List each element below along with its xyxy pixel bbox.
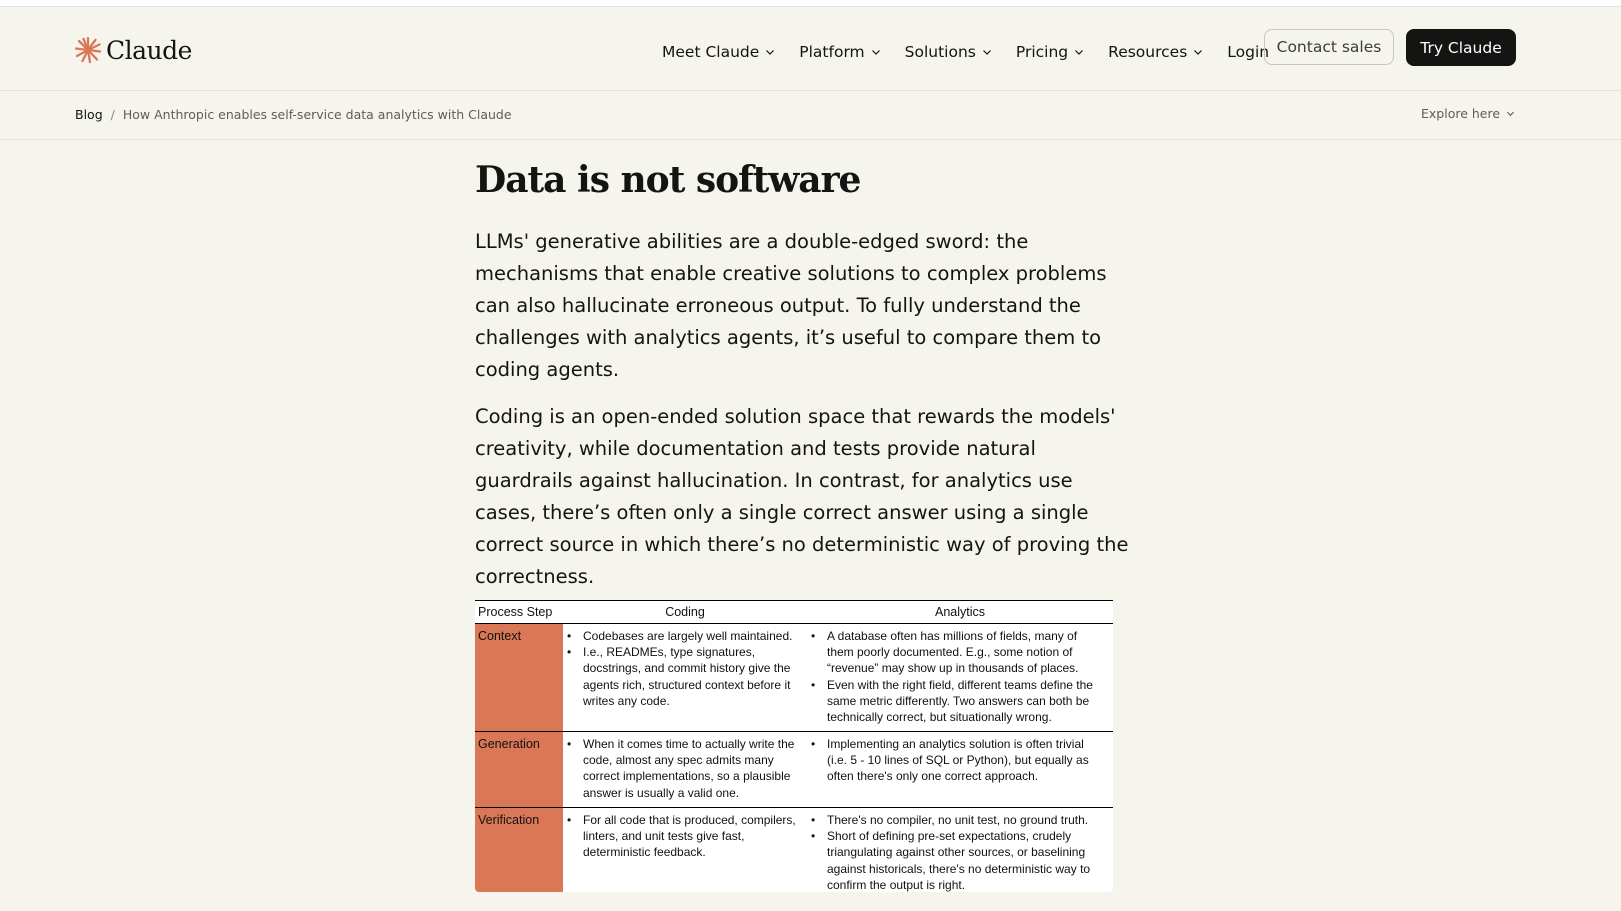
breadcrumb-current: How Anthropic enables self-service data analytics with Claude <box>122 107 512 122</box>
explore-label: Explore here <box>1421 106 1501 121</box>
table-header-cell: Analytics <box>807 601 1113 624</box>
nav-label: Solutions <box>904 43 976 61</box>
claude-starburst-icon <box>74 36 102 64</box>
list-item: • There's no compiler, no unit test, no ground truth. <box>827 812 1107 828</box>
chevron-down-icon <box>982 47 992 57</box>
list-item: • For all code that is produced, compilers, linters, and unit tests give fast, deterministic feedback. <box>583 812 801 861</box>
list-item: • Implementing an analytics solution is often trivial (i.e. 5 - 10 lines of SQL or Python), but equally as often there's only one correct approach. <box>827 736 1107 785</box>
chevron-down-icon <box>765 47 775 57</box>
list-item: • When it comes time to actually write the code, almost any spec admits many correct implementations, so a plausible answer is usually a valid one. <box>583 736 801 801</box>
explore-dropdown[interactable] <box>1421 106 1515 121</box>
comparison-table <box>475 600 1113 892</box>
table-cell <box>807 808 1113 893</box>
breadcrumb-blog-link[interactable]: Blog <box>75 107 103 122</box>
breadcrumb-bar <box>0 91 1621 140</box>
list-item: • Codebases are largely well maintained. <box>583 628 801 644</box>
table-header-cell: Process Step <box>475 601 563 624</box>
article-paragraph: Coding is an open-ended solution space that rewards the models' creativity, while documentation and tests provide natural guardrails against hallucination. In contrast, for analytics use cases, there’s often only a single correct answer using a single correct source in which there’s no deterministic way of proving the correctness. <box>475 405 1129 588</box>
list-item: • Short of defining pre-set expectations, crudely triangulating against other sources, or baselining against historicals, there's no deterministic way to confirm the output is right. <box>827 828 1107 892</box>
nav-solutions[interactable] <box>905 43 992 61</box>
try-claude-button[interactable]: Try Claude <box>1406 29 1516 66</box>
nav-label: Meet Claude <box>662 43 760 61</box>
table-cell <box>563 732 807 808</box>
nav-pricing[interactable] <box>1016 43 1084 61</box>
list-item: • A database often has millions of fields, many of them poorly documented. E.g., some notion of “revenue” may show up in thousands of places. <box>827 628 1107 677</box>
table-step-cell: Verification <box>475 808 563 893</box>
breadcrumb-separator: / <box>110 107 115 122</box>
logo-text: Claude <box>106 35 192 65</box>
table-row <box>475 732 1113 808</box>
table-row <box>475 624 1113 732</box>
chevron-down-icon <box>1193 47 1203 57</box>
table-cell <box>807 732 1113 808</box>
contact-sales-button[interactable]: Contact sales <box>1264 29 1394 65</box>
article-body <box>475 150 1135 588</box>
table-step-cell: Context <box>475 624 563 732</box>
comparison-table-figure <box>475 600 1113 892</box>
chevron-down-icon <box>1074 47 1084 57</box>
nav-label: Resources <box>1108 43 1188 61</box>
nav-label: Pricing <box>1015 43 1069 61</box>
table-step-cell: Generation <box>475 732 563 808</box>
chevron-down-icon <box>871 47 881 57</box>
logo-link[interactable] <box>74 32 192 68</box>
list-item: • I.e., READMEs, type signatures, docstrings, and commit history give the agents rich, structured context before it writes any code. <box>583 644 801 709</box>
table-row <box>475 808 1113 893</box>
list-item: • Even with the right field, different teams define the same metric differently. Two answers can both be technically correct, but situationally wrong. <box>827 677 1107 726</box>
section-heading: Data is not software <box>475 159 861 201</box>
main-nav <box>662 36 1269 68</box>
table-header-cell: Coding <box>563 601 807 624</box>
nav-login[interactable] <box>1227 43 1269 61</box>
nav-resources[interactable] <box>1108 43 1203 61</box>
nav-label: Login <box>1227 43 1270 61</box>
nav-platform[interactable] <box>799 43 880 61</box>
article-paragraph: LLMs' generative abilities are a double-edged sword: the mechanisms that enable creative solutions to complex problems can also hallucinate erroneous output. To fully understand the challenges with analytics agents, it’s useful to compare them to coding agents. <box>475 230 1107 381</box>
chevron-down-icon <box>1506 109 1515 118</box>
table-cell <box>807 624 1113 732</box>
breadcrumb <box>75 107 512 122</box>
nav-label: Platform <box>799 43 865 61</box>
table-header-row <box>475 601 1113 624</box>
nav-meet-claude[interactable] <box>662 43 775 61</box>
site-header <box>0 7 1621 91</box>
table-cell <box>563 808 807 893</box>
top-strip <box>0 0 1621 7</box>
table-cell <box>563 624 807 732</box>
